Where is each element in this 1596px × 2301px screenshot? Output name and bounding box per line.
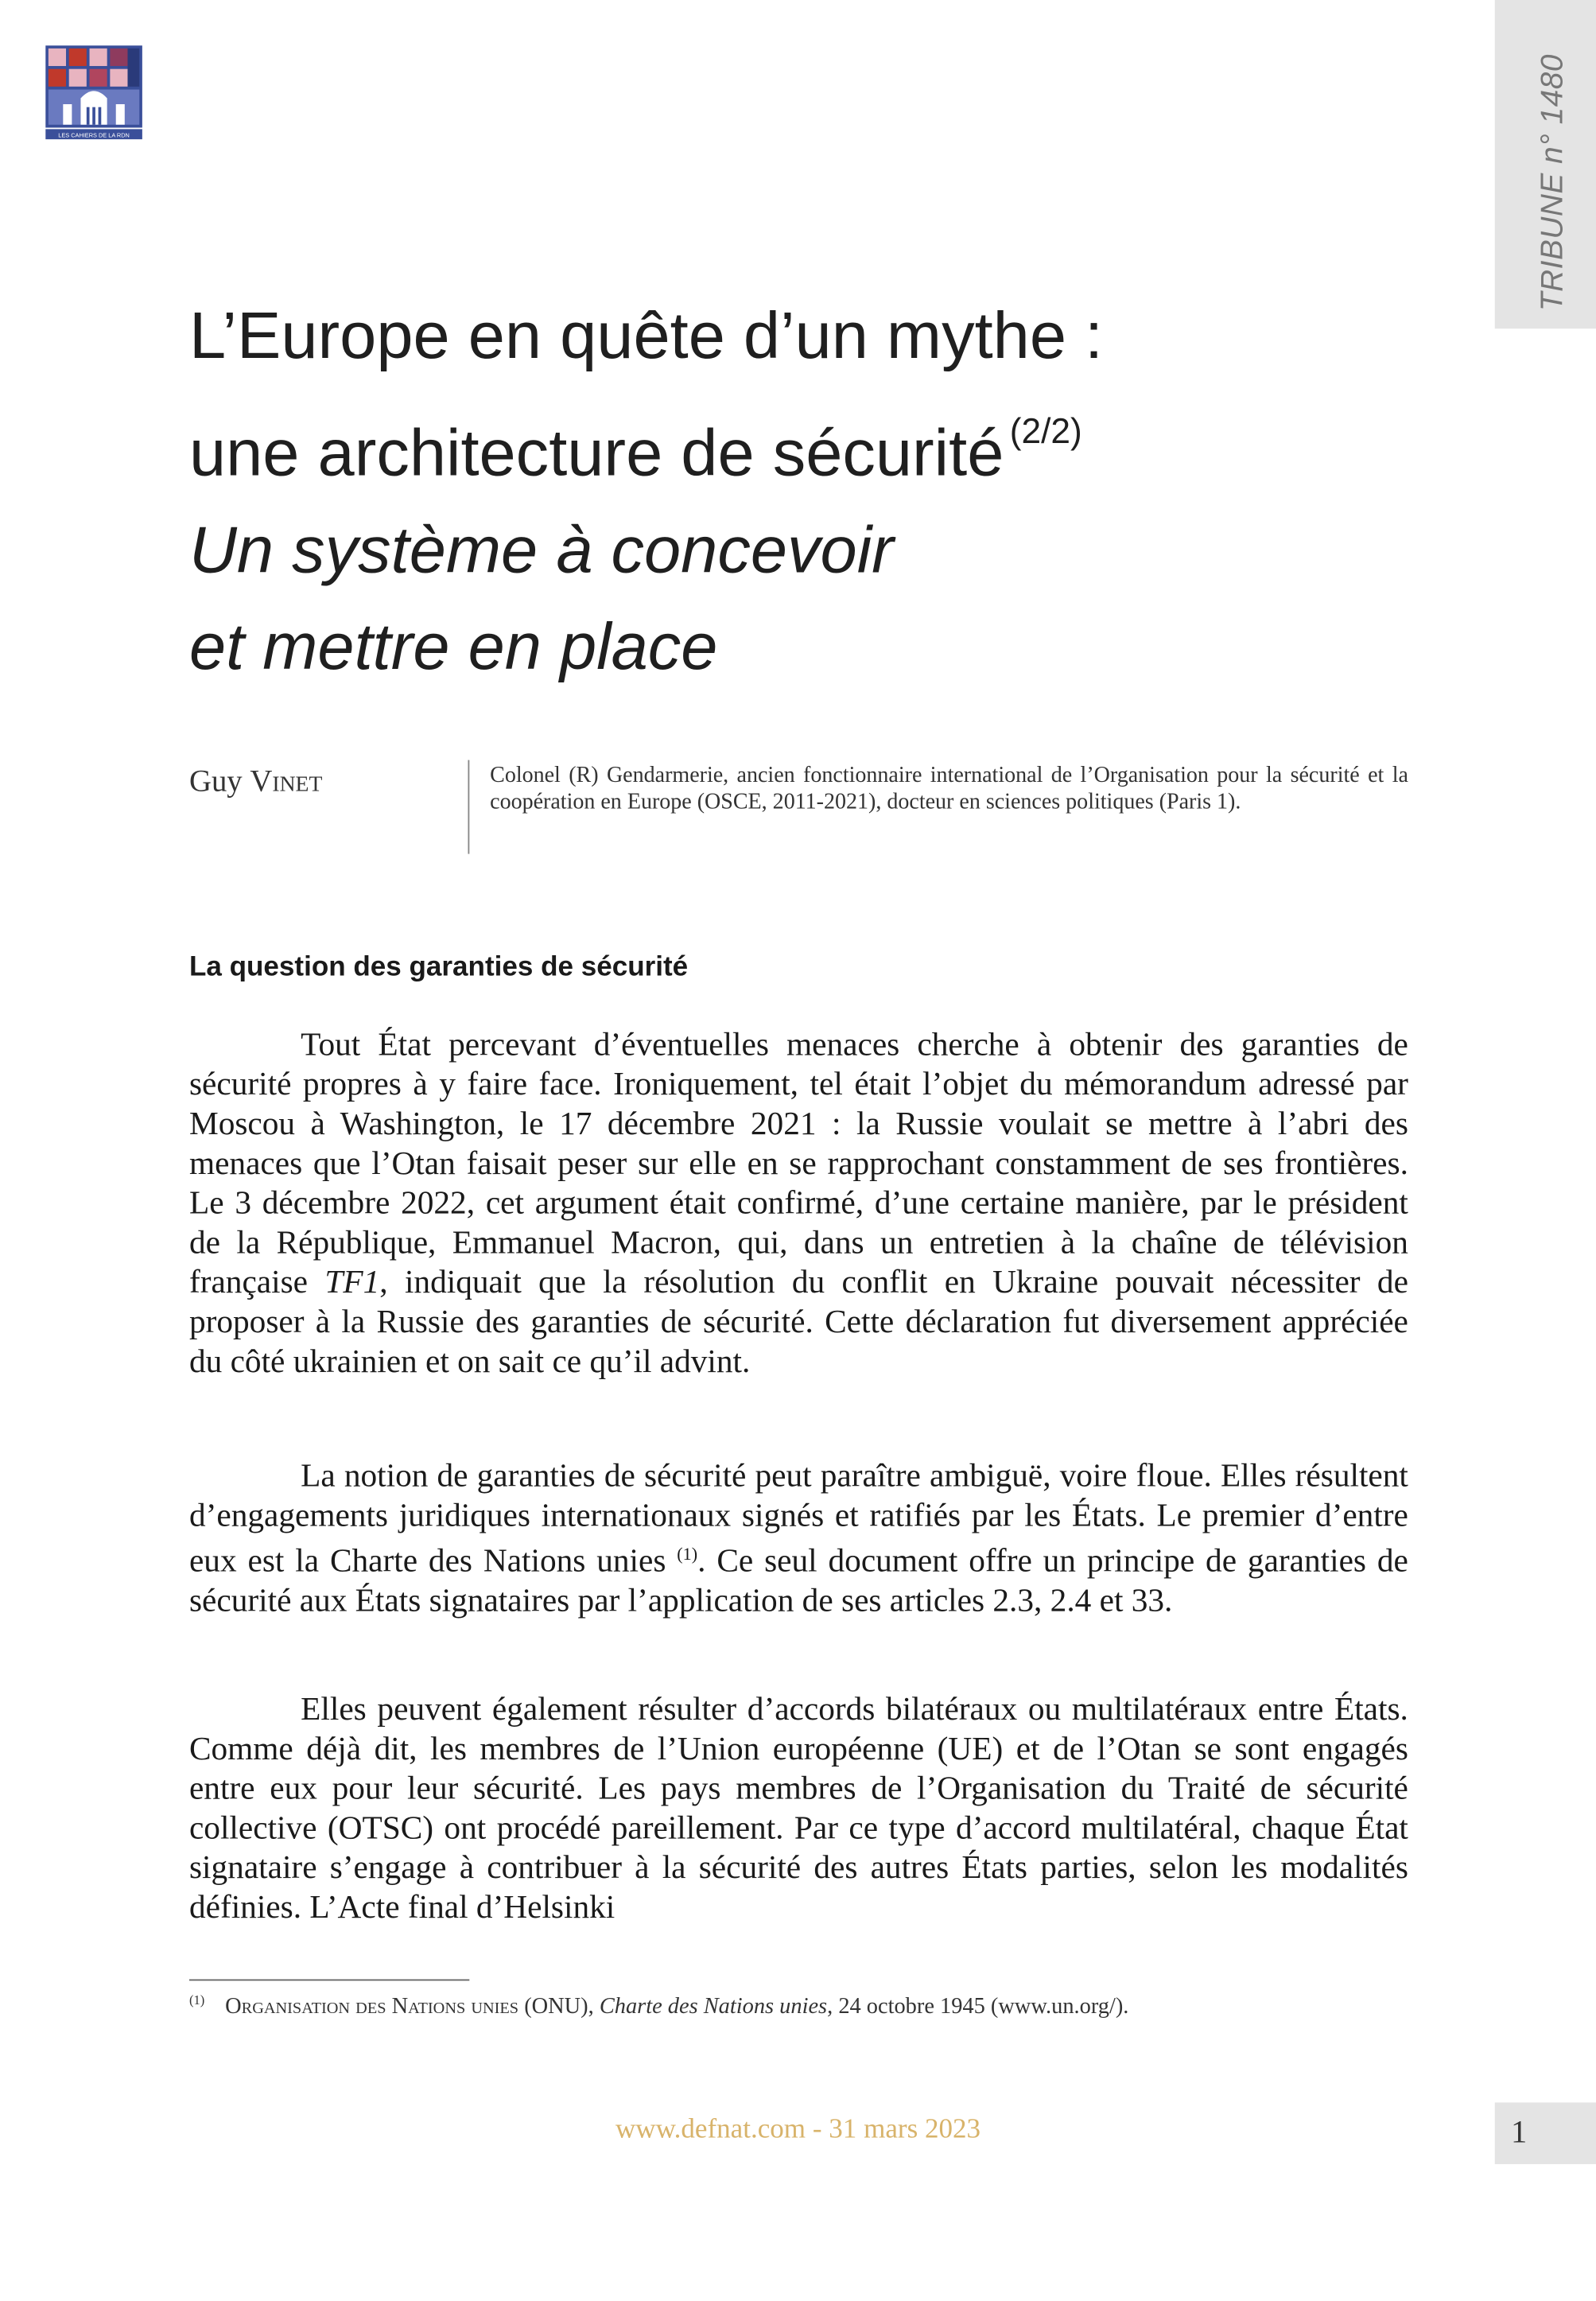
paragraph-1-part-b: , indiquait que la résolution du conflit en Ukraine pouvait nécessiter de proposer à la Russie des garanties de sécurité. Cette déclaration fut diversement appréciée du côté ukrainien et on sait ce qu’il advint. [188, 1263, 1408, 1380]
paragraph-2-part-b: . Ce seul document offre un principe de garanties de sécurité aux États signataires par l’application de ses articles 2.3, 2.4 et 33. [188, 1541, 1408, 1619]
paragraph-3: Elles peuvent également résulter d’accords bilatéraux ou multilatéraux entre États. Comme déjà dit, les membres de l’Union européenne (UE) et de l’Otan se sont engagés entre eux pour leur sécurité. Les pays membres de l’Organisation du Traité de sécurité collective (OTSC) ont procédé pareillement. Par ce type d’accord multilatéral, chaque État signataire s’engage à contribuer à la sécurité des autres États parties, selon les modalités définies. L’Acte final d’Helsinki [188, 1690, 1408, 1926]
rdn-logo-icon [45, 45, 142, 139]
paragraph-1 [189, 1024, 1408, 1381]
title-line-2-text: une architecture de sécurité [188, 415, 1004, 491]
subtitle-line-2: et mettre en place [188, 608, 718, 684]
paragraph-1-emphasis: TF1 [324, 1263, 380, 1300]
footnote-reference[interactable]: (1) [677, 1543, 698, 1564]
title-line-2 [189, 384, 1103, 502]
section-heading: La question des garanties de sécurité [188, 952, 689, 983]
footnote-mark: (1) [188, 1992, 205, 2008]
author-name [189, 763, 322, 799]
author-bio: Colonel (R) Gendarmerie, ancien fonctionnaire international de l’Organisation pour la sécurité et la coopération en Europe (OSCE, 2011-2021), docteur en sciences politiques (Paris 1). [490, 763, 1408, 815]
footnote-org: Organisation des Nations unies [225, 1993, 519, 2019]
title-part: (2/2) [1009, 412, 1082, 453]
paragraph-1-part-a: Tout État percevant d’éventuelles menaces cherche à obtenir des garanties de sécurité propres à y faire face. Ironiquement, tel était l’objet du mémorandum adressé par Moscou à Washington, le 17 décembre 2021 : la Russie voulait se mettre à l’abri des menaces que l’Otan faisait peser sur elle en se rapprochant constamment de ses frontières. Le 3 décembre 2022, cet argument était confirmé, d’une certaine manière, par le président de la République, Emmanuel Macron, qui, dans un entretien à la chaîne de télévision française [188, 1025, 1408, 1300]
title-line-1: L’Europe en quête d’un mythe : [188, 297, 1104, 373]
paragraph-2-part-a: La notion de garanties de sécurité peut paraître ambiguë, voire floue. Elles résultent d’engagements juridiques internationaux signés et ratifiés par les États. Le premier d’entre eux est la Charte des Nations unies [188, 1456, 1408, 1579]
footer-url[interactable]: www.defnat.com - 31 mars 2023 [615, 2114, 981, 2145]
author-last-name: Vinet [250, 763, 323, 799]
bio-divider [468, 760, 469, 854]
footnote-divider [189, 1980, 469, 1981]
paragraph-2 [189, 1456, 1408, 1620]
footnote-abbr: (ONU), [518, 1993, 600, 2019]
subtitle-line-1: Un système à concevoir [188, 511, 894, 587]
article-title [189, 288, 1103, 696]
series-label: TRIBUNE n° 1480 [1536, 53, 1570, 312]
footnote-title: Charte des Nations unies [599, 1993, 828, 2019]
footnote-rest: , 24 octobre 1945 (www.un.org/). [827, 1993, 1129, 2019]
author-first-name: Guy [188, 763, 243, 799]
page-number: 1 [1511, 2112, 1528, 2150]
logo-caption: LES CAHIERS DE LA RDN [58, 131, 130, 139]
page-number-tab [1495, 2102, 1596, 2163]
footnote [189, 1992, 1422, 2020]
